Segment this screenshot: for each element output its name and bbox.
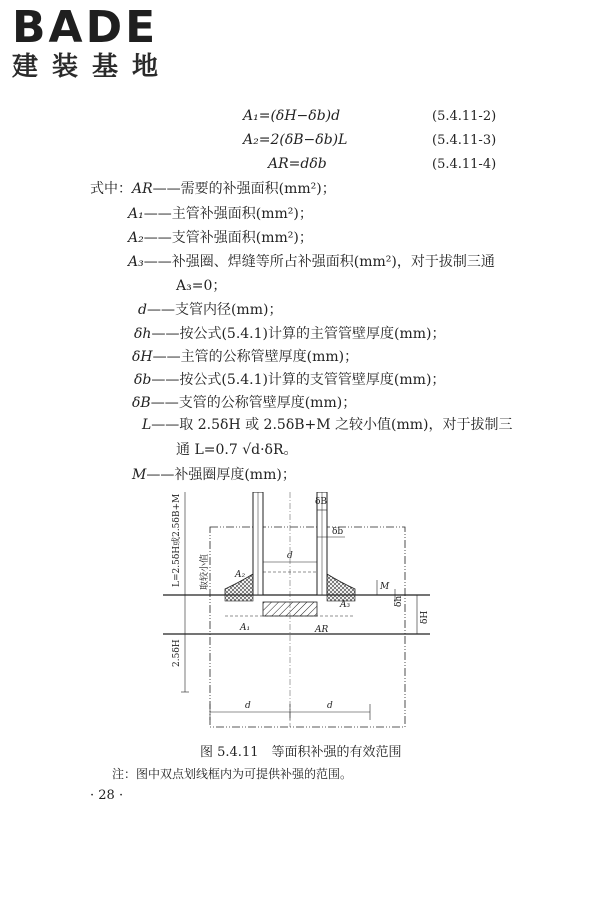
definition-symbol: A₁ [128, 206, 144, 222]
definition-dash: —— [143, 254, 172, 270]
definition-row [138, 300, 282, 320]
definition-row [134, 324, 445, 344]
definition-dash: —— [143, 230, 172, 246]
definition-row [132, 347, 358, 367]
definition-symbol: A₂ [128, 230, 144, 246]
equation-1: A₁=(δH−δb)d [243, 108, 341, 124]
definition-symbol: AR [132, 181, 153, 197]
equation-1-number: (5.4.11-2) [432, 109, 497, 124]
label-d-right: d [327, 701, 333, 711]
definition-continuation [176, 440, 298, 460]
definition-text: 取 2.5δH 或 2.5δB+M 之较小值(mm)，对于拔制三 [179, 417, 513, 433]
definition-text: 主管的公称管壁厚度(mm)； [180, 349, 359, 365]
definition-symbol: δH [132, 349, 153, 365]
definition-dash: —— [150, 395, 179, 411]
definition-row [90, 179, 336, 199]
definition-text: 按公式(5.4.1)计算的支管管壁厚度(mm)； [179, 372, 446, 388]
definition-text: A₃=0； [176, 278, 227, 294]
label-take-smaller: 取较小值 [200, 553, 210, 590]
definition-dash: —— [151, 417, 180, 433]
label-dh: δh [394, 595, 404, 607]
figure-caption: 图 5.4.11 等面积补强的有效范围 [200, 745, 402, 760]
definition-row [128, 204, 313, 224]
definition-symbol: L [142, 417, 152, 433]
equation-3: AR=dδb [268, 156, 327, 172]
definition-text: 补强圈厚度(mm)； [174, 467, 296, 483]
definition-dash: —— [146, 302, 175, 318]
definition-text: 支管的公称管壁厚度(mm)； [178, 395, 357, 411]
definition-text: 支管内径(mm)； [174, 302, 283, 318]
definition-row [142, 415, 513, 435]
definitions-intro: 式中： [90, 181, 132, 197]
definition-dash: —— [146, 467, 175, 483]
label-left-vertical: L=2.5δH或2.5δB+M [172, 493, 182, 587]
definition-continuation [176, 276, 226, 296]
logo-sub-text: 建装基地 [12, 52, 173, 82]
equation-3-number: (5.4.11-4) [432, 157, 497, 172]
definition-symbol: M [132, 467, 147, 483]
definition-text: 需要的补强面积(mm²)； [180, 181, 336, 197]
reinforcing-pad-left [225, 595, 253, 601]
label-d-left: d [245, 701, 251, 711]
definition-dash: —— [151, 326, 180, 342]
definition-row [128, 228, 313, 248]
label-M: M [380, 582, 390, 592]
label-A3: A₃ [340, 600, 351, 610]
reinforcement-figure [155, 492, 445, 737]
definition-symbol: δB [132, 395, 151, 411]
definition-text: 支管补强面积(mm²)； [171, 230, 313, 246]
definition-symbol: d [138, 302, 147, 318]
definition-dash: —— [143, 206, 172, 222]
definition-row [134, 370, 445, 390]
logo-main-text: BADE [12, 2, 159, 53]
definition-dash: —— [151, 372, 180, 388]
definition-row [132, 465, 296, 485]
equation-2: A₂=2(δB−δb)L [243, 132, 348, 148]
equation-2-number: (5.4.11-3) [432, 133, 497, 148]
definition-row [128, 252, 495, 272]
definition-dash: —— [152, 349, 181, 365]
label-2-5dH: 2.5δH [172, 639, 182, 667]
reinforcing-weld-right [327, 574, 355, 595]
definition-symbol: δh [134, 326, 152, 342]
definition-dash: —— [152, 181, 181, 197]
definition-text: 按公式(5.4.1)计算的主管管壁厚度(mm)； [179, 326, 446, 342]
label-dH: δH [420, 610, 430, 624]
label-A2: A₂ [235, 570, 246, 580]
definition-row [132, 393, 356, 413]
label-AR: AR [315, 625, 329, 635]
page-number: · 28 · [90, 788, 124, 803]
definition-symbol: δb [134, 372, 152, 388]
definition-text: 补强圈、焊缝等所占补强面积(mm²)，对于拔制三通 [171, 254, 495, 270]
label-dB: δB [315, 497, 328, 507]
definition-symbol: A₃ [128, 254, 144, 270]
logo [12, 2, 173, 82]
label-d-top: d [287, 551, 293, 561]
definition-text: 主管补强面积(mm²)； [171, 206, 313, 222]
label-db: δb [332, 527, 344, 537]
label-A1: A₁ [240, 623, 251, 633]
figure-note: 注：图中双点划线框内为可提供补强的范围。 [112, 767, 353, 781]
definition-text: 通 L=0.7 √d·δR。 [176, 442, 298, 458]
